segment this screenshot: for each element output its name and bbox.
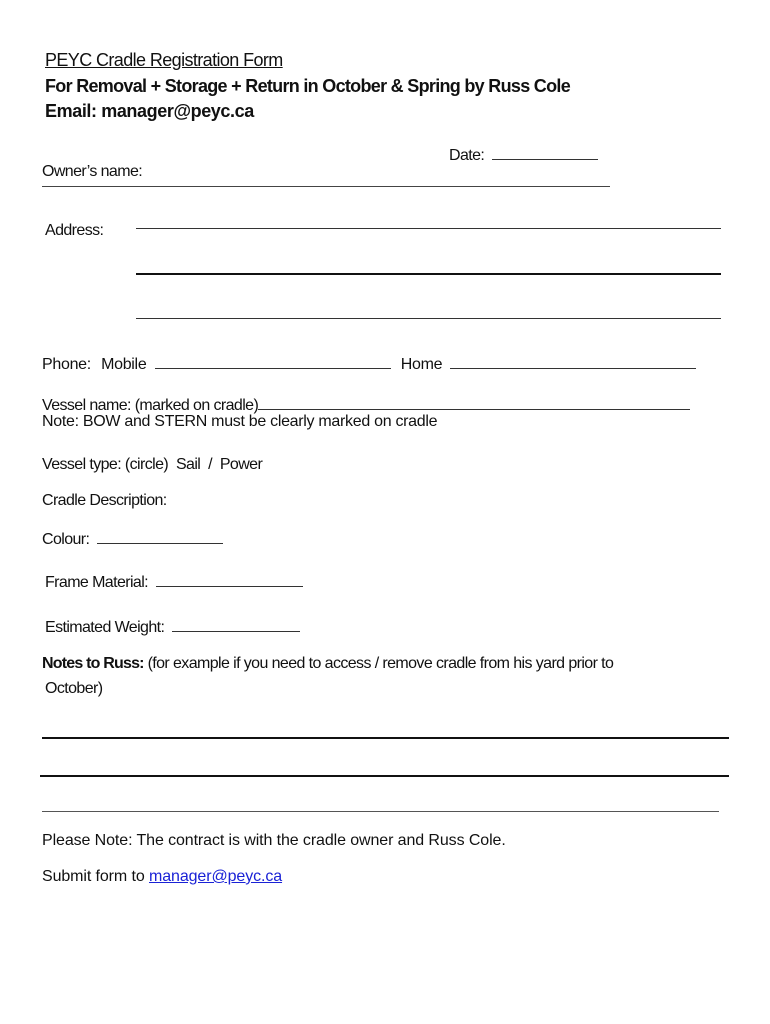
mobile-label: Mobile <box>101 356 147 373</box>
notes-row <box>42 655 613 673</box>
frame-material-input-line[interactable] <box>156 572 303 587</box>
vessel-name-label: Vessel name: (marked on cradle) <box>42 397 259 414</box>
vessel-type-separator: / <box>208 456 212 473</box>
notes-hint-line1: (for example if you need to access / remove cradle from his yard prior to <box>147 655 614 672</box>
colour-row <box>42 529 223 549</box>
vessel-name-row <box>42 395 690 415</box>
frame-material-row <box>45 572 303 592</box>
vessel-type-option-power[interactable]: Power <box>219 456 263 473</box>
vessel-name-input-line[interactable] <box>258 395 690 410</box>
cradle-description-label: Cradle Description: <box>42 492 167 509</box>
phone-label: Phone: <box>42 356 91 373</box>
date-field <box>449 145 598 165</box>
home-input-line[interactable] <box>450 354 696 369</box>
notes-input-line-2[interactable] <box>40 775 729 777</box>
colour-label: Colour: <box>42 531 90 548</box>
date-input-line[interactable] <box>492 145 598 160</box>
notes-input-line-3[interactable] <box>42 811 719 812</box>
submit-email-link[interactable]: manager@peyc.ca <box>149 868 283 885</box>
vessel-type-option-sail[interactable]: Sail <box>175 456 201 473</box>
phone-row <box>42 354 696 374</box>
estimated-weight-input-line[interactable] <box>172 617 300 632</box>
vessel-name-note: Note: BOW and STERN must be clearly marked on cradle <box>42 413 438 430</box>
address-input-line-1[interactable] <box>136 228 721 229</box>
estimated-weight-row <box>45 617 300 637</box>
mobile-input-line[interactable] <box>155 354 391 369</box>
home-label: Home <box>400 356 443 373</box>
address-label: Address: <box>45 222 104 239</box>
header-email: Email: manager@peyc.ca <box>45 101 254 121</box>
notes-hint-line2: October) <box>45 680 103 697</box>
colour-input-line[interactable] <box>97 529 223 544</box>
form-title-text: PEYC Cradle Registration Form <box>45 50 283 70</box>
date-label: Date: <box>449 147 485 164</box>
form-title <box>45 50 283 71</box>
address-input-line-3[interactable] <box>136 318 721 319</box>
owner-name-label: Owner’s name: <box>42 163 143 180</box>
notes-input-line-1[interactable] <box>42 737 729 739</box>
submit-prefix: Submit form to <box>42 868 145 885</box>
frame-material-label: Frame Material: <box>45 574 149 591</box>
contract-note: Please Note: The contract is with the cradle owner and Russ Cole. <box>42 832 506 849</box>
vessel-type-row <box>42 456 262 474</box>
form-subtitle: For Removal + Storage + Return in October & Spring by Russ Cole <box>45 76 571 96</box>
estimated-weight-label: Estimated Weight: <box>45 619 165 636</box>
address-input-line-2[interactable] <box>136 273 721 275</box>
notes-label: Notes to Russ: <box>42 655 144 672</box>
vessel-type-label: Vessel type: (circle) <box>42 456 169 473</box>
submit-row <box>42 868 282 886</box>
owner-name-input-line[interactable] <box>42 186 610 187</box>
